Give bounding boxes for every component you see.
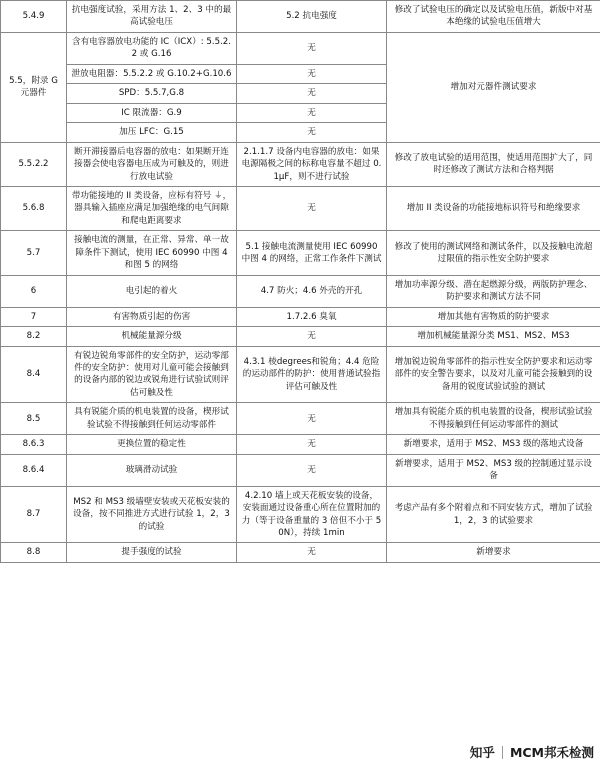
table-row bbox=[1, 327, 600, 346]
clause-cell: 8.5 bbox=[1, 403, 67, 435]
clause-cell: 8.6.4 bbox=[1, 454, 67, 486]
clause-cell: 8.2 bbox=[1, 327, 67, 346]
clause-cell: 6 bbox=[1, 275, 67, 307]
mapping-cell: 5.2 抗电强度 bbox=[237, 1, 387, 33]
mapping-cell: 无 bbox=[237, 123, 387, 142]
clause-cell: 5.6.8 bbox=[1, 186, 67, 230]
table-body bbox=[1, 1, 600, 563]
mapping-cell: 无 bbox=[237, 103, 387, 122]
note-cell: 新增要求 bbox=[387, 543, 600, 562]
mapping-cell: 无 bbox=[237, 327, 387, 346]
requirement-cell: 玻璃滑动试验 bbox=[67, 454, 237, 486]
watermark-bar bbox=[0, 739, 600, 765]
mapping-cell: 无 bbox=[237, 543, 387, 562]
mapping-cell: 无 bbox=[237, 64, 387, 83]
requirement-cell: 接触电流的测量，在正常、异常、单一故障条件下测试，使用 IEC 60990 中图 4 和图 5 的网络 bbox=[67, 231, 237, 275]
zhihu-logo: 知乎 bbox=[469, 745, 495, 760]
clause-cell: 8.6.3 bbox=[1, 435, 67, 454]
table-row bbox=[1, 346, 600, 403]
mapping-cell: 2.1.1.7 设备内电容器的放电：如果电源隔极之间的标称电容量不超过 0.1μF，则不进行试验 bbox=[237, 142, 387, 186]
mapping-cell: 无 bbox=[237, 84, 387, 103]
note-cell: 修改了试验电压的确定以及试验电压值，新版中对基本绝缘的试验电压值增大 bbox=[387, 1, 600, 33]
requirement-cell: 更换位置的稳定性 bbox=[67, 435, 237, 454]
requirement-cell: 加压 LFC：G.15 bbox=[67, 123, 237, 142]
mapping-cell: 无 bbox=[237, 454, 387, 486]
divider bbox=[502, 746, 503, 759]
note-cell: 增加锐边锐角零部件的指示性安全防护要求和运动零部件的安全警告要求，以及对儿童可能会接触到的设备用的锐度试验试验的测试 bbox=[387, 346, 600, 403]
table-row bbox=[1, 186, 600, 230]
mapping-cell: 无 bbox=[237, 186, 387, 230]
requirement-cell: 抗电强度试验，采用方法 1、2、3 中的最高试验电压 bbox=[67, 1, 237, 33]
table-row bbox=[1, 543, 600, 562]
table-row bbox=[1, 435, 600, 454]
table-row bbox=[1, 142, 600, 186]
requirement-cell: 具有锐能介质的机电装置的设备，楔形试验试验不得接触到任何运动零部件 bbox=[67, 403, 237, 435]
brand-watermark bbox=[470, 743, 594, 761]
clause-cell: 7 bbox=[1, 307, 67, 326]
clause-cell: 5.4.9 bbox=[1, 1, 67, 33]
requirement-cell: 有害物质引起的伤害 bbox=[67, 307, 237, 326]
table-row bbox=[1, 454, 600, 486]
table-row bbox=[1, 231, 600, 275]
requirement-cell: 电引起的着火 bbox=[67, 275, 237, 307]
table-row bbox=[1, 1, 600, 33]
mapping-cell: 无 bbox=[237, 403, 387, 435]
note-cell: 修改了使用的测试网络和测试条件，以及接触电流超过限值的指示性安全防护要求 bbox=[387, 231, 600, 275]
requirement-cell: 泄放电阻器：5.5.2.2 或 G.10.2+G.10.6 bbox=[67, 64, 237, 83]
mapping-cell: 4.7 防火；4.6 外壳的开孔 bbox=[237, 275, 387, 307]
clause-cell: 5.7 bbox=[1, 231, 67, 275]
table-row bbox=[1, 307, 600, 326]
requirement-cell: 提手强度的试验 bbox=[67, 543, 237, 562]
mapping-cell: 无 bbox=[237, 435, 387, 454]
note-cell: 增加具有锐能介质的机电装置的设备，楔形试验试验不得接触到任何运动零部件的测试 bbox=[387, 403, 600, 435]
note-cell: 新增要求，适用于 MS2、MS3 级的控制通过显示设备 bbox=[387, 454, 600, 486]
table-row bbox=[1, 403, 600, 435]
table-row bbox=[1, 32, 600, 64]
requirement-cell: IC 限流器：G.9 bbox=[67, 103, 237, 122]
note-cell: 增加 II 类设备的功能接地标识符号和绝缘要求 bbox=[387, 186, 600, 230]
account-name: MCM邦禾检测 bbox=[509, 745, 594, 760]
table-row bbox=[1, 275, 600, 307]
note-cell: 新增要求，适用于 MS2、MS3 级的落地式设备 bbox=[387, 435, 600, 454]
mapping-cell: 5.1 接触电流测量使用 IEC 60990 中图 4 的网络，正常工作条件下测试 bbox=[237, 231, 387, 275]
requirement-cell: 断开滞接器后电容器的放电：如果断开连接器会使电容器电压成为可触及的，则进行放电试验 bbox=[67, 142, 237, 186]
clause-cell: 8.4 bbox=[1, 346, 67, 403]
note-cell: 修改了放电试验的适用范围，使适用范围扩大了，同时还修改了测试方法和合格判据 bbox=[387, 142, 600, 186]
note-cell: 考虑产品有多个附着点和不同安装方式，增加了试验 1，2，3 的试验要求 bbox=[387, 486, 600, 543]
requirement-cell: SPD：5.5.7,G.8 bbox=[67, 84, 237, 103]
clause-cell: 8.8 bbox=[1, 543, 67, 562]
clause-cell: 5.5，附录 G 元器件 bbox=[1, 32, 67, 142]
note-cell: 增加机械能量源分类 MS1、MS2、MS3 bbox=[387, 327, 600, 346]
requirement-cell: 机械能量源分级 bbox=[67, 327, 237, 346]
mapping-cell: 4.2.10 墙上或天花板安装的设备，安装面通过设备重心所在位置附加的力（等于设备重量的 3 倍但不小于 50N），持续 1min bbox=[237, 486, 387, 543]
table-row bbox=[1, 486, 600, 543]
note-cell: 增加对元器件测试要求 bbox=[387, 32, 600, 142]
requirement-cell: 带功能接地的 II 类设备，应标有符号 ⏚，器具输入插座应满足加强绝缘的电气间隙和爬电距离要求 bbox=[67, 186, 237, 230]
mapping-cell: 4.3.1 棱degrees和锐角；4.4 危险的运动部件的防护：使用普通试验指评估可触及性 bbox=[237, 346, 387, 403]
requirement-cell: MS2 和 MS3 级墙壁安装或天花板安装的设备，按不同推进方式进行试验 1，2，3 的试验 bbox=[67, 486, 237, 543]
mapping-cell: 1.7.2.6 臭氧 bbox=[237, 307, 387, 326]
requirement-cell: 有锐边锐角零部件的安全防护，运动零部件的安全防护：使用对儿童可能会接触到的设备内部的锐边或锐角进行试验试则评估可触及性 bbox=[67, 346, 237, 403]
note-cell: 增加其他有害物质的防护要求 bbox=[387, 307, 600, 326]
clause-cell: 8.7 bbox=[1, 486, 67, 543]
requirement-cell: 含有电容器放电功能的 IC（ICX）: 5.5.2.2 或 G.16 bbox=[67, 32, 237, 64]
note-cell: 增加功率源分级、潜在起燃源分级，两版防护理念、防护要求和测试方法不同 bbox=[387, 275, 600, 307]
mapping-cell: 无 bbox=[237, 32, 387, 64]
clause-cell: 5.5.2.2 bbox=[1, 142, 67, 186]
